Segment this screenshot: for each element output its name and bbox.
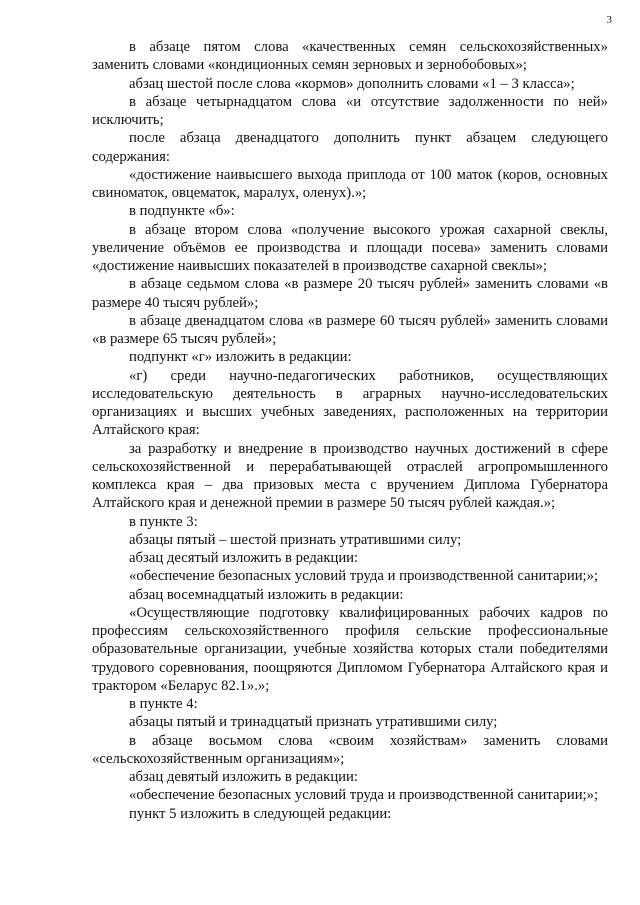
- paragraph: абзац восемнадцатый изложить в редакции:: [129, 586, 404, 603]
- paragraph: в пункте 4:: [129, 696, 198, 712]
- paragraph: «г) среди научно-педагогических работников, осуществляющих исследовательскую деятельность в аграрных научно-исследовательских организациях и высших учебных заведениях, расположенных на территории Алтайского края:: [92, 367, 608, 439]
- paragraph: абзацы пятый и тринадцатый признать утратившими силу;: [129, 714, 498, 731]
- paragraph: абзац шестой после слова «кормов» дополнить словами «1 – 3 класса»;: [129, 75, 575, 92]
- paragraph: подпункт «г» изложить в редакции:: [129, 349, 352, 366]
- page-number: 3: [606, 14, 612, 26]
- paragraph: в абзаце четырнадцатом слова «и отсутствие задолженности по ней» исключить;: [92, 93, 608, 128]
- paragraph: в абзаце седьмом слова «в размере 20 тысяч рублей» заменить словами «в размере 40 тысяч рублей»;: [92, 276, 608, 311]
- paragraph: абзац десятый изложить в редакции:: [129, 550, 359, 566]
- paragraph: абзацы пятый – шестой признать утратившими силу;: [129, 531, 462, 548]
- paragraph: в абзаце двенадцатом слова «в размере 60 тысяч рублей» заменить словами «в размере 65 тысяч рублей»;: [92, 312, 608, 347]
- paragraph: «обеспечение безопасных условий труда и производственной санитарии;»;: [129, 787, 599, 804]
- paragraph: в абзаце восьмом слова «своим хозяйствам» заменить словами «сельскохозяйственным организациям»;: [92, 732, 608, 767]
- paragraph: после абзаца двенадцатого дополнить пункт абзацем следующего содержания:: [92, 130, 608, 165]
- paragraph: «достижение наивысшего выхода приплода от 100 маток (коров, основных свиноматок, овцематок, маралух, оленух).»;: [92, 166, 608, 201]
- paragraph: «Осуществляющие подготовку квалифицированных рабочих кадров по профессиям сельскохозяйственного профиля сельские профессиональные образовательные организации, учебные хозяйства которых стали победителями трудового соревнования, поощряются Дипломом Губернатора Алтайского края и трактором «Беларус 82.1».»;: [92, 604, 608, 694]
- paragraph: за разработку и внедрение в производство научных достижений в сфере сельскохозяйственной и перерабатывающей отраслей агропромышленного комплекса края – два призовых места с вручением Диплома Губернатора Алтайского края и денежной премии в размере 50 тысяч рублей каждая.»;: [92, 440, 608, 512]
- paragraph: в абзаце втором слова «получение высокого урожая сахарной свеклы, увеличение объёмов ее производства и площади посева» заменить словами «достижение наивысших показателей в производстве сахарной свеклы»;: [92, 221, 608, 274]
- paragraph: пункт 5 изложить в следующей редакции:: [129, 805, 392, 822]
- paragraph: в подпункте «б»:: [129, 203, 235, 220]
- document-body: [92, 38, 608, 823]
- paragraph: в абзаце пятом слова «качественных семян сельскохозяйственных» заменить словами «кондиционных семян зерновых и зернобобовых»;: [92, 39, 608, 74]
- paragraph: абзац девятый изложить в редакции:: [129, 769, 358, 785]
- paragraph: в пункте 3:: [129, 513, 198, 530]
- paragraph: «обеспечение безопасных условий труда и производственной санитарии;»;: [129, 568, 599, 585]
